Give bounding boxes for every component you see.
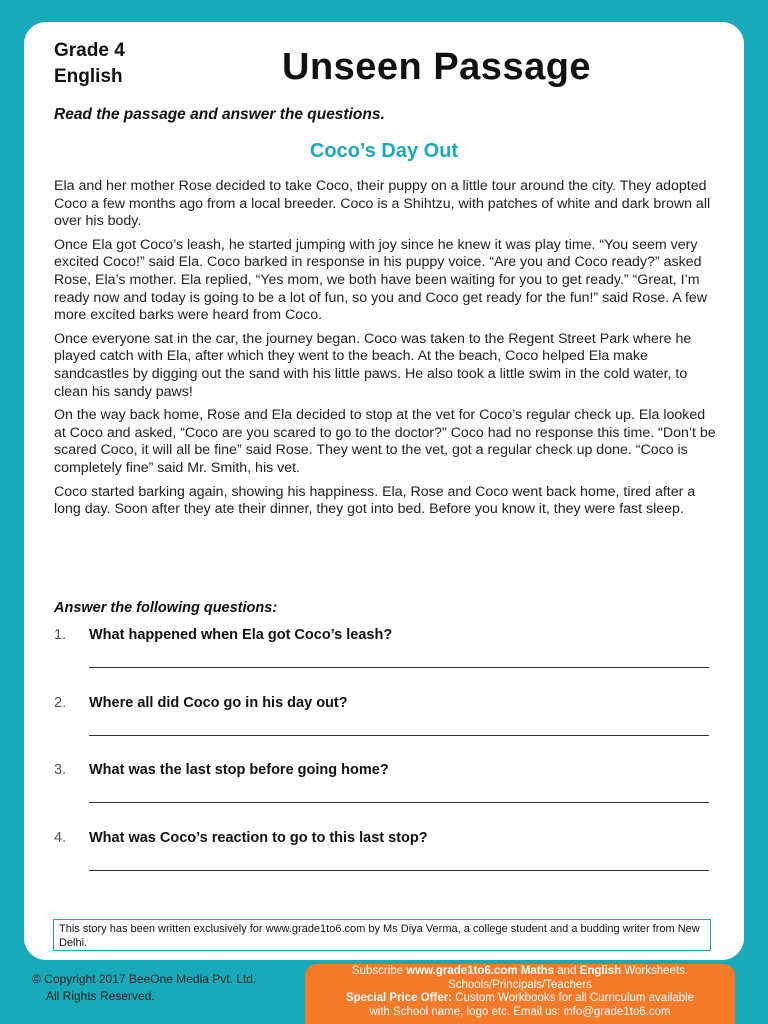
promo-text: and: [554, 965, 580, 977]
promo-banner[interactable]: [305, 964, 735, 1024]
promo-offer-label: Special Price Offer:: [345, 992, 453, 1004]
question-text: What was Coco’s reaction to go to this last stop?: [89, 830, 428, 846]
subject-label: English: [54, 66, 123, 87]
question-number: 4.: [54, 830, 67, 846]
passage-paragraph: Once Ela got Coco’s leash, he started jumping with joy since he knew it was play time. “You seem very excited Coco!” said Ela. Coco barked in response in his puppy voice. “Are you and Coco ready?” asked Rose, Ela’s mother. Ela replied, “Yes mom, we both have been waiting for you to get ready.” “Great, I’m ready now and today is going to be a lot of fun, so you and Coco get ready for the fun!” said Rose. A few more excited barks were heard from Coco.: [54, 236, 708, 324]
promo-line-offer: [305, 992, 735, 1006]
promo-line-contact[interactable]: with School name, logo etc. Email us: info@grade1to6.com: [369, 1005, 671, 1018]
author-note: This story has been written exclusively for www.grade1to6.com by Ms Diya Verma, a college student and a budding writer from New Delhi.: [53, 919, 711, 951]
question-text: What happened when Ela got Coco’s leash?: [89, 627, 393, 643]
question-text: Where all did Coco go in his day out?: [89, 695, 348, 711]
question-number: 3.: [54, 762, 67, 778]
story-title: Coco’s Day Out: [309, 140, 459, 162]
passage-paragraph: Coco started barking again, showing his happiness. Ela, Rose and Coco went back home, tired after a long day. Soon after they ate their dinner, they got into bed. Before you know it, they were fast sleep.: [54, 483, 696, 518]
promo-site-link[interactable]: www.grade1to6.com Maths: [406, 965, 555, 977]
instruction-text: Read the passage and answer the questions.: [54, 106, 385, 123]
promo-text: Subscribe: [351, 965, 407, 977]
copyright-notice: [32, 971, 256, 1005]
questions-heading: Answer the following questions:: [54, 600, 278, 616]
promo-text: Custom Workbooks for all Curriculum available: [452, 992, 695, 1004]
passage: [54, 178, 716, 525]
rights-line: All Rights Reserved.: [46, 989, 155, 1003]
answer-line[interactable]: [89, 870, 709, 871]
answer-line[interactable]: [89, 735, 709, 736]
grade-label: Grade 4: [54, 40, 125, 61]
passage-paragraph: On the way back home, Rose and Ela decided to stop at the vet for Coco’s regular check up. Ela looked at Coco and asked, “Coco are you scared to go to the doctor?” Coco had no response this time. “Don’t be scared Coco, it will all be fine” said Rose. They went to the vet, got a regular check up done. “Coco is completely fine” said Mr. Smith, his vet.: [54, 407, 716, 476]
passage-paragraph: Ela and her mother Rose decided to take Coco, their puppy on a little tour around the city. They adopted Coco a few months ago from a local breeder. Coco is a Shihtzu, with patches of white and dark brown all over his body.: [54, 178, 711, 230]
promo-line-subscribe: [305, 965, 735, 979]
page-title: Unseen Passage: [282, 46, 592, 88]
copyright-line: © Copyright 2017 BeeOne Media Pvt. Ltd.: [32, 972, 257, 986]
grade-subject-block: [54, 38, 125, 90]
answer-line[interactable]: [89, 802, 709, 803]
question-number: 1.: [54, 627, 67, 643]
promo-line-audience: Schools/Principals/Teachers: [448, 978, 592, 991]
question-number: 2.: [54, 695, 67, 711]
promo-english: English: [579, 965, 622, 977]
answer-line[interactable]: [89, 667, 709, 668]
passage-paragraph: Once everyone sat in the car, the journey began. Coco was taken to the Regent Street Park where he played catch with Ela, after which they went to the beach. At the beach, Coco helped Ela make sandcastles by digging out the sand with his little paws. He also took a little swim in the cold water, to clean his sandy paws!: [54, 330, 692, 400]
promo-text: Worksheets.: [621, 965, 689, 977]
worksheet-page: [24, 22, 744, 960]
question-text: What was the last stop before going home?: [89, 762, 389, 778]
